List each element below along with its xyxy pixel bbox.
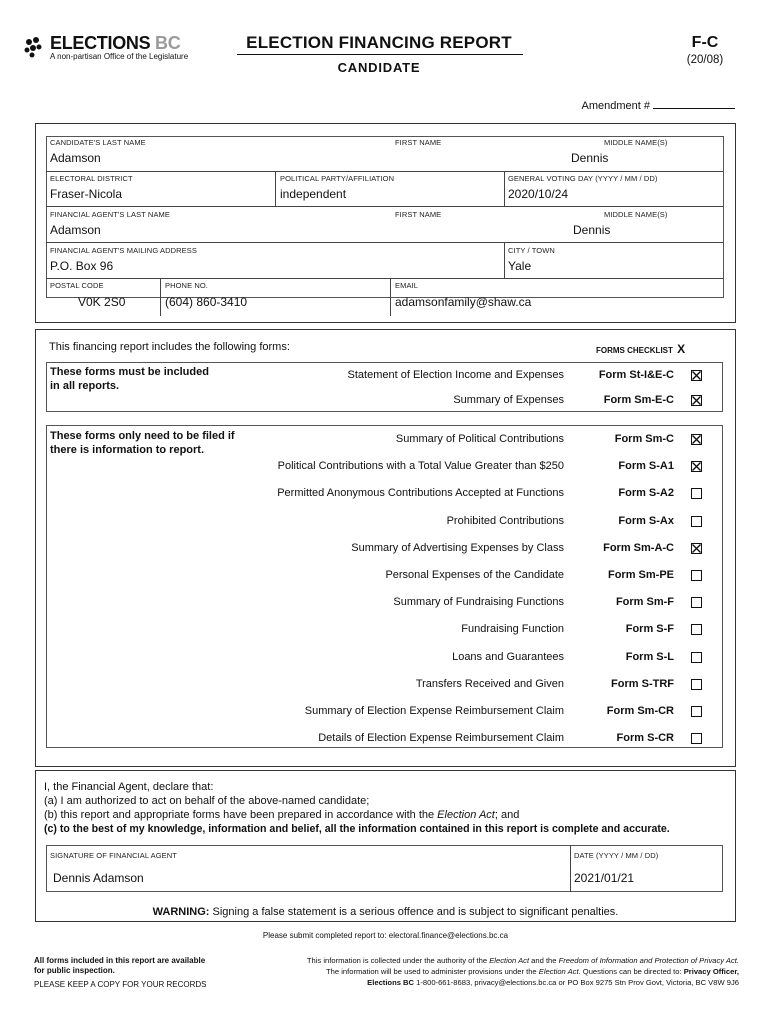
form-description: Statement of Election Income and Expenses <box>347 369 564 381</box>
form-checkbox[interactable] <box>691 624 702 635</box>
declaration-item-c: (c) to the best of my knowledge, information and belief, all the information contained in this report is complete and accurate. <box>44 823 670 835</box>
signature-label: SIGNATURE OF FINANCIAL AGENT <box>50 851 177 860</box>
form-checkbox[interactable] <box>691 488 702 499</box>
signature-date-label: DATE (YYYY / MM / DD) <box>574 851 659 860</box>
form-code: F-C <box>691 34 719 51</box>
party-label: POLITICAL PARTY/AFFILIATION <box>280 174 395 183</box>
candidate-last-name[interactable]: Adamson <box>50 151 101 165</box>
agent-middle-name-label: MIDDLE NAME(S) <box>604 210 668 219</box>
keep-copy-note: PLEASE KEEP A COPY FOR YOUR RECORDS <box>34 980 207 989</box>
optional-forms-note: These forms only need to be filed if there is information to report. <box>50 430 235 456</box>
postal-code[interactable]: V0K 2S0 <box>78 295 126 309</box>
amendment-field[interactable] <box>520 98 735 112</box>
form-checkbox[interactable] <box>691 679 702 690</box>
form-description: Loans and Guarantees <box>452 650 564 663</box>
forms-checklist-label: FORMS CHECKLIST X <box>596 342 686 356</box>
city-label: CITY / TOWN <box>508 246 555 255</box>
form-description: Political Contributions with a Total Value Greater than $250 <box>277 460 564 473</box>
submit-instructions: Please submit completed report to: electoral.finance@elections.bc.ca <box>262 931 509 940</box>
form-code-label: Form Sm-E-C <box>603 393 674 406</box>
form-checkbox[interactable] <box>691 570 702 581</box>
required-forms-note: These forms must be included in all reports. <box>50 366 209 392</box>
agent-last-name-label: FINANCIAL AGENT'S LAST NAME <box>50 210 170 219</box>
voting-day[interactable]: 2020/10/24 <box>508 187 569 201</box>
checkbox-x-icon <box>692 462 701 471</box>
form-description: Transfers Received and Given <box>415 677 564 690</box>
phone-label: PHONE NO. <box>165 281 208 290</box>
form-description: Summary of Expenses <box>453 393 564 406</box>
logo-subtitle: A non-partisan Office of the Legislature <box>50 52 189 61</box>
candidate-middle-name-label: MIDDLE NAME(S) <box>604 138 668 147</box>
warning: WARNING: Signing a false statement is a serious offence and is subject to significant penalties. <box>152 906 619 918</box>
candidate-last-name-label: CANDIDATE'S LAST NAME <box>50 138 146 147</box>
form-code-label: Form S-F <box>625 623 674 636</box>
email-label: EMAIL <box>395 281 419 290</box>
privacy-contact: Elections BC 1-800-661-8683, privacy@elections.bc.ca or PO Box 9275 Stn Prov Govt, Victoria, BC V8W 9J6 <box>367 978 739 987</box>
party-affiliation[interactable]: independent <box>280 187 347 201</box>
amendment-label: Amendment # <box>581 100 650 112</box>
mailing-address[interactable]: P.O. Box 96 <box>50 259 114 273</box>
postal-code-label: POSTAL CODE <box>50 281 104 290</box>
form-code-label: Form Sm-A-C <box>603 541 674 554</box>
forms-intro: This financing report includes the following forms: <box>49 341 290 353</box>
form-checkbox[interactable] <box>691 597 702 608</box>
form-description: Summary of Election Expense Reimbursement Claim <box>304 705 564 717</box>
form-description: Permitted Anonymous Contributions Accepted at Functions <box>277 487 564 500</box>
checkbox-x-icon <box>692 396 701 405</box>
public-inspection-note: All forms included in this report are available <box>34 956 206 965</box>
elections-bc-logo-icon <box>24 36 50 60</box>
form-checkbox[interactable] <box>691 652 702 663</box>
form-checkbox[interactable] <box>691 706 702 717</box>
city[interactable]: Yale <box>508 259 532 273</box>
declaration-intro: I, the Financial Agent, declare that: <box>44 781 214 793</box>
signature[interactable]: Dennis Adamson <box>53 871 144 885</box>
form-code-label: Form S-A1 <box>618 460 674 473</box>
checkbox-x-icon <box>692 371 701 380</box>
form-code-label: Form S-CR <box>616 732 674 745</box>
form-code-label: Form St-I&E-C <box>598 369 674 381</box>
form-code-label: Form S-Ax <box>618 514 674 527</box>
logo-wordmark: ELECTIONS BC <box>50 33 181 53</box>
phone-number[interactable]: (604) 860-3410 <box>165 295 248 309</box>
mailing-address-label: FINANCIAL AGENT'S MAILING ADDRESS <box>50 246 197 255</box>
form-code-label: Form S-A2 <box>618 487 674 500</box>
electoral-district[interactable]: Fraser-Nicola <box>50 187 123 201</box>
page-title: ELECTION FINANCING REPORT <box>246 33 512 52</box>
email[interactable]: adamsonfamily@shaw.ca <box>395 295 532 309</box>
form-code-label: Form Sm-PE <box>607 569 674 581</box>
form-checkbox[interactable] <box>691 395 702 406</box>
privacy-usage: The information will be used to administer provisions under the Election Act. Questions can be directed to: Privacy Officer, <box>326 967 739 976</box>
form-checkbox[interactable] <box>691 461 702 472</box>
candidate-middle-name[interactable]: Dennis <box>571 151 609 165</box>
candidate-first-name-label: FIRST NAME <box>395 138 442 147</box>
form-code-label: Form Sm-C <box>614 433 674 445</box>
form-description: Details of Election Expense Reimbursement Claim <box>318 732 564 745</box>
form-checkbox[interactable] <box>691 543 702 554</box>
title-underline <box>237 54 523 55</box>
electoral-district-label: ELECTORAL DISTRICT <box>50 174 133 183</box>
form-description: Personal Expenses of the Candidate <box>385 569 564 581</box>
form-code-label: Form Sm-CR <box>606 705 674 717</box>
declaration-item-b: (b) this report and appropriate forms have been prepared in accordance with the Election Act; and <box>44 809 520 821</box>
checkbox-x-icon <box>692 435 701 444</box>
form-description: Summary of Advertising Expenses by Class <box>351 541 564 554</box>
form-checkbox[interactable] <box>691 370 702 381</box>
form-code-label: Form S-TRF <box>611 677 674 690</box>
agent-middle-name[interactable]: Dennis <box>573 223 611 237</box>
form-version: (20/08) <box>686 54 724 66</box>
voting-day-label: GENERAL VOTING DAY (YYYY / MM / DD) <box>508 174 658 183</box>
form-code-label: Form Sm-F <box>615 596 674 609</box>
agent-first-name-label: FIRST NAME <box>395 210 442 219</box>
form-checkbox[interactable] <box>691 733 702 744</box>
form-description: Summary of Political Contributions <box>395 433 564 445</box>
form-description: Fundraising Function <box>461 623 564 636</box>
form-description: Prohibited Contributions <box>446 514 564 527</box>
agent-last-name[interactable]: Adamson <box>50 223 101 237</box>
public-inspection-note-2: for public inspection. <box>34 966 115 975</box>
declaration-item-a: (a) I am authorized to act on behalf of the above-named candidate; <box>44 795 370 807</box>
form-code-label: Form S-L <box>625 650 674 663</box>
page-subtitle: CANDIDATE <box>337 60 421 75</box>
form-checkbox[interactable] <box>691 516 702 527</box>
form-description: Summary of Fundraising Functions <box>393 596 564 609</box>
privacy-authority: This information is collected under the authority of the Election Act and the Freedom of Information and Protection of Privacy Act. <box>306 956 739 965</box>
signature-date[interactable]: 2021/01/21 <box>574 871 635 885</box>
candidate-info-section <box>35 123 736 323</box>
form-checkbox[interactable] <box>691 434 702 445</box>
checkbox-x-icon <box>692 544 701 553</box>
